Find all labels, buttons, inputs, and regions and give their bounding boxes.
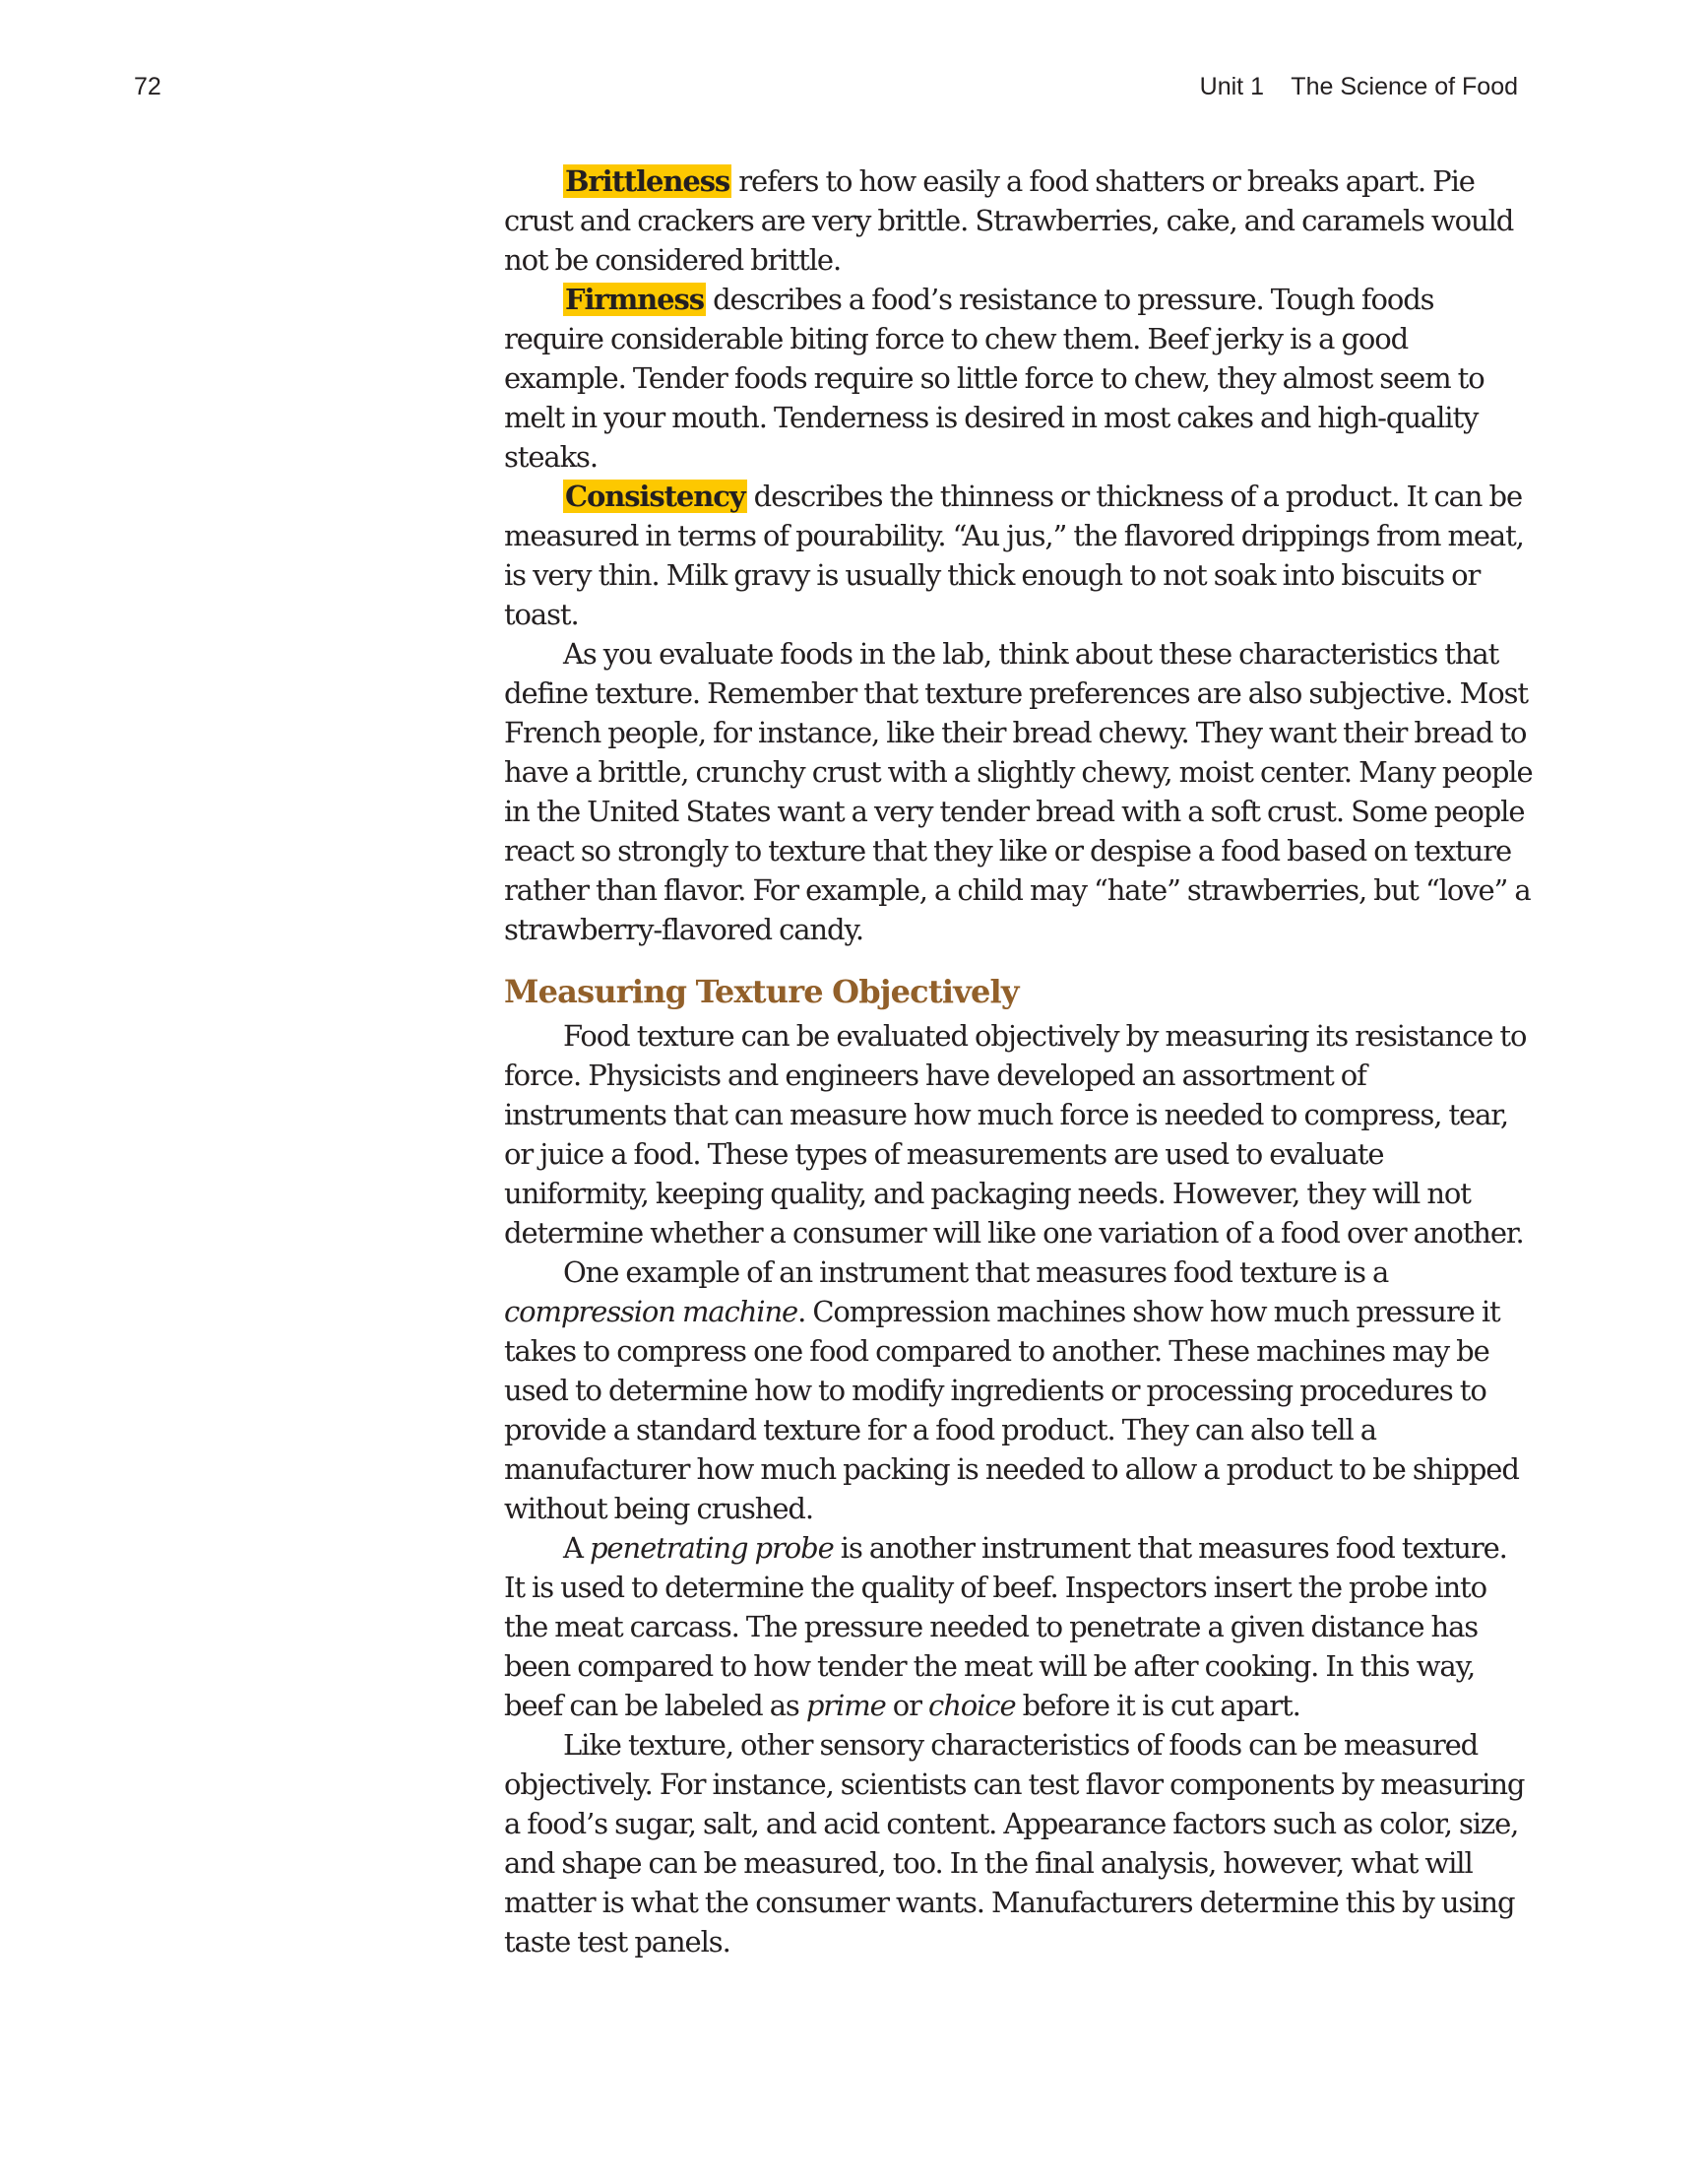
paragraph-consistency (504, 477, 1533, 634)
term-brittleness: Brittleness (565, 164, 730, 198)
paragraph-text: . Compression machines show how much pressure it takes to compress one food compared to another. These machines may be used to determine how to modify ingredients or processing procedures to provide a standard texture for a food product. They can also tell a manufacturer how much packing is needed to allow a product to be shipped without being crushed. (504, 1295, 1519, 1525)
term-choice: choice (928, 1689, 1016, 1722)
term-firmness: Firmness (565, 283, 704, 316)
paragraph-penetrating-probe (504, 1528, 1533, 1725)
paragraph-text: is another instrument that measures food texture. It is used to determine the quality of beef. Inspectors insert the probe into the meat carcass. The pressure needed to penetrate a given distance has been compared to how tender the meat will be after cooking. In this way, beef can be labeled as (504, 1531, 1507, 1722)
paragraph-brittleness (504, 161, 1533, 280)
page-number: 72 (134, 73, 161, 100)
term-compression-machine: compression machine (504, 1295, 798, 1328)
section-heading: Measuring Texture Objectively (504, 973, 1019, 1010)
body-text (504, 161, 1533, 1961)
paragraph-text: or (885, 1689, 929, 1722)
paragraph-sensory: Like texture, other sensory characteristics of foods can be measured objectively. For instance, scientists can test flavor components by measuring a food’s sugar, salt, and acid content. Appearance factors such as color, size, and shape can be measured, too. In the final analysis, however, what will matter is what the consumer wants. Manufacturers determine this by using taste test panels. (504, 1728, 1525, 1959)
paragraph-firmness (504, 280, 1533, 477)
term-prime: prime (805, 1689, 886, 1722)
paragraph-text: refers to how easily a food shatters or breaks apart. Pie crust and crackers are very brittle. Strawberries, cake, and caramels would not be considered brittle. (504, 164, 1514, 277)
paragraph-evaluate: As you evaluate foods in the lab, think about these characteristics that define texture. Remember that texture preferences are also subjective. Most French people, for instance, like their bread chewy. They want their bread to have a brittle, crunchy crust with a slightly chewy, moist center. Many people in the United States want a very tender bread with a soft crust. Some people react so strongly to texture that they like or despise a food based on texture rather than flavor. For example, a child may “hate” strawberries, but “love” a strawberry-flavored candy. (504, 637, 1533, 946)
paragraph-compression-machine (504, 1253, 1533, 1528)
paragraph-objective-measure: Food texture can be evaluated objectively by measuring its resistance to force. Physicists and engineers have developed an assortment of instruments that can measure how much force is needed to compress, tear, or juice a food. These types of measurements are used to evaluate uniformity, keeping quality, and packaging needs. However, they will not determine whether a consumer will like one variation of a food over another. (504, 1019, 1527, 1250)
paragraph-text: before it is cut apart. (1015, 1689, 1300, 1722)
paragraph-text: describes the thinness or thickness of a product. It can be measured in terms of pourability. “Au jus,” the flavored drippings from meat, is very thin. Milk gravy is usually thick enough to not soak into biscuits or toast. (504, 480, 1524, 631)
paragraph-text: A (563, 1531, 590, 1565)
term-consistency: Consistency (565, 480, 745, 513)
paragraph-text: describes a food’s resistance to pressure. Tough foods require considerable biting force to chew them. Beef jerky is a good example. Tender foods require so little force to chew, they almost seem to melt in your mouth. Tenderness is desired in most cakes and high-quality steaks. (504, 283, 1485, 474)
term-penetrating-probe: penetrating probe (589, 1531, 834, 1565)
paragraph-text: One example of an instrument that measures food texture is a (563, 1255, 1389, 1289)
running-title: Unit 1 The Science of Food (1199, 73, 1518, 100)
